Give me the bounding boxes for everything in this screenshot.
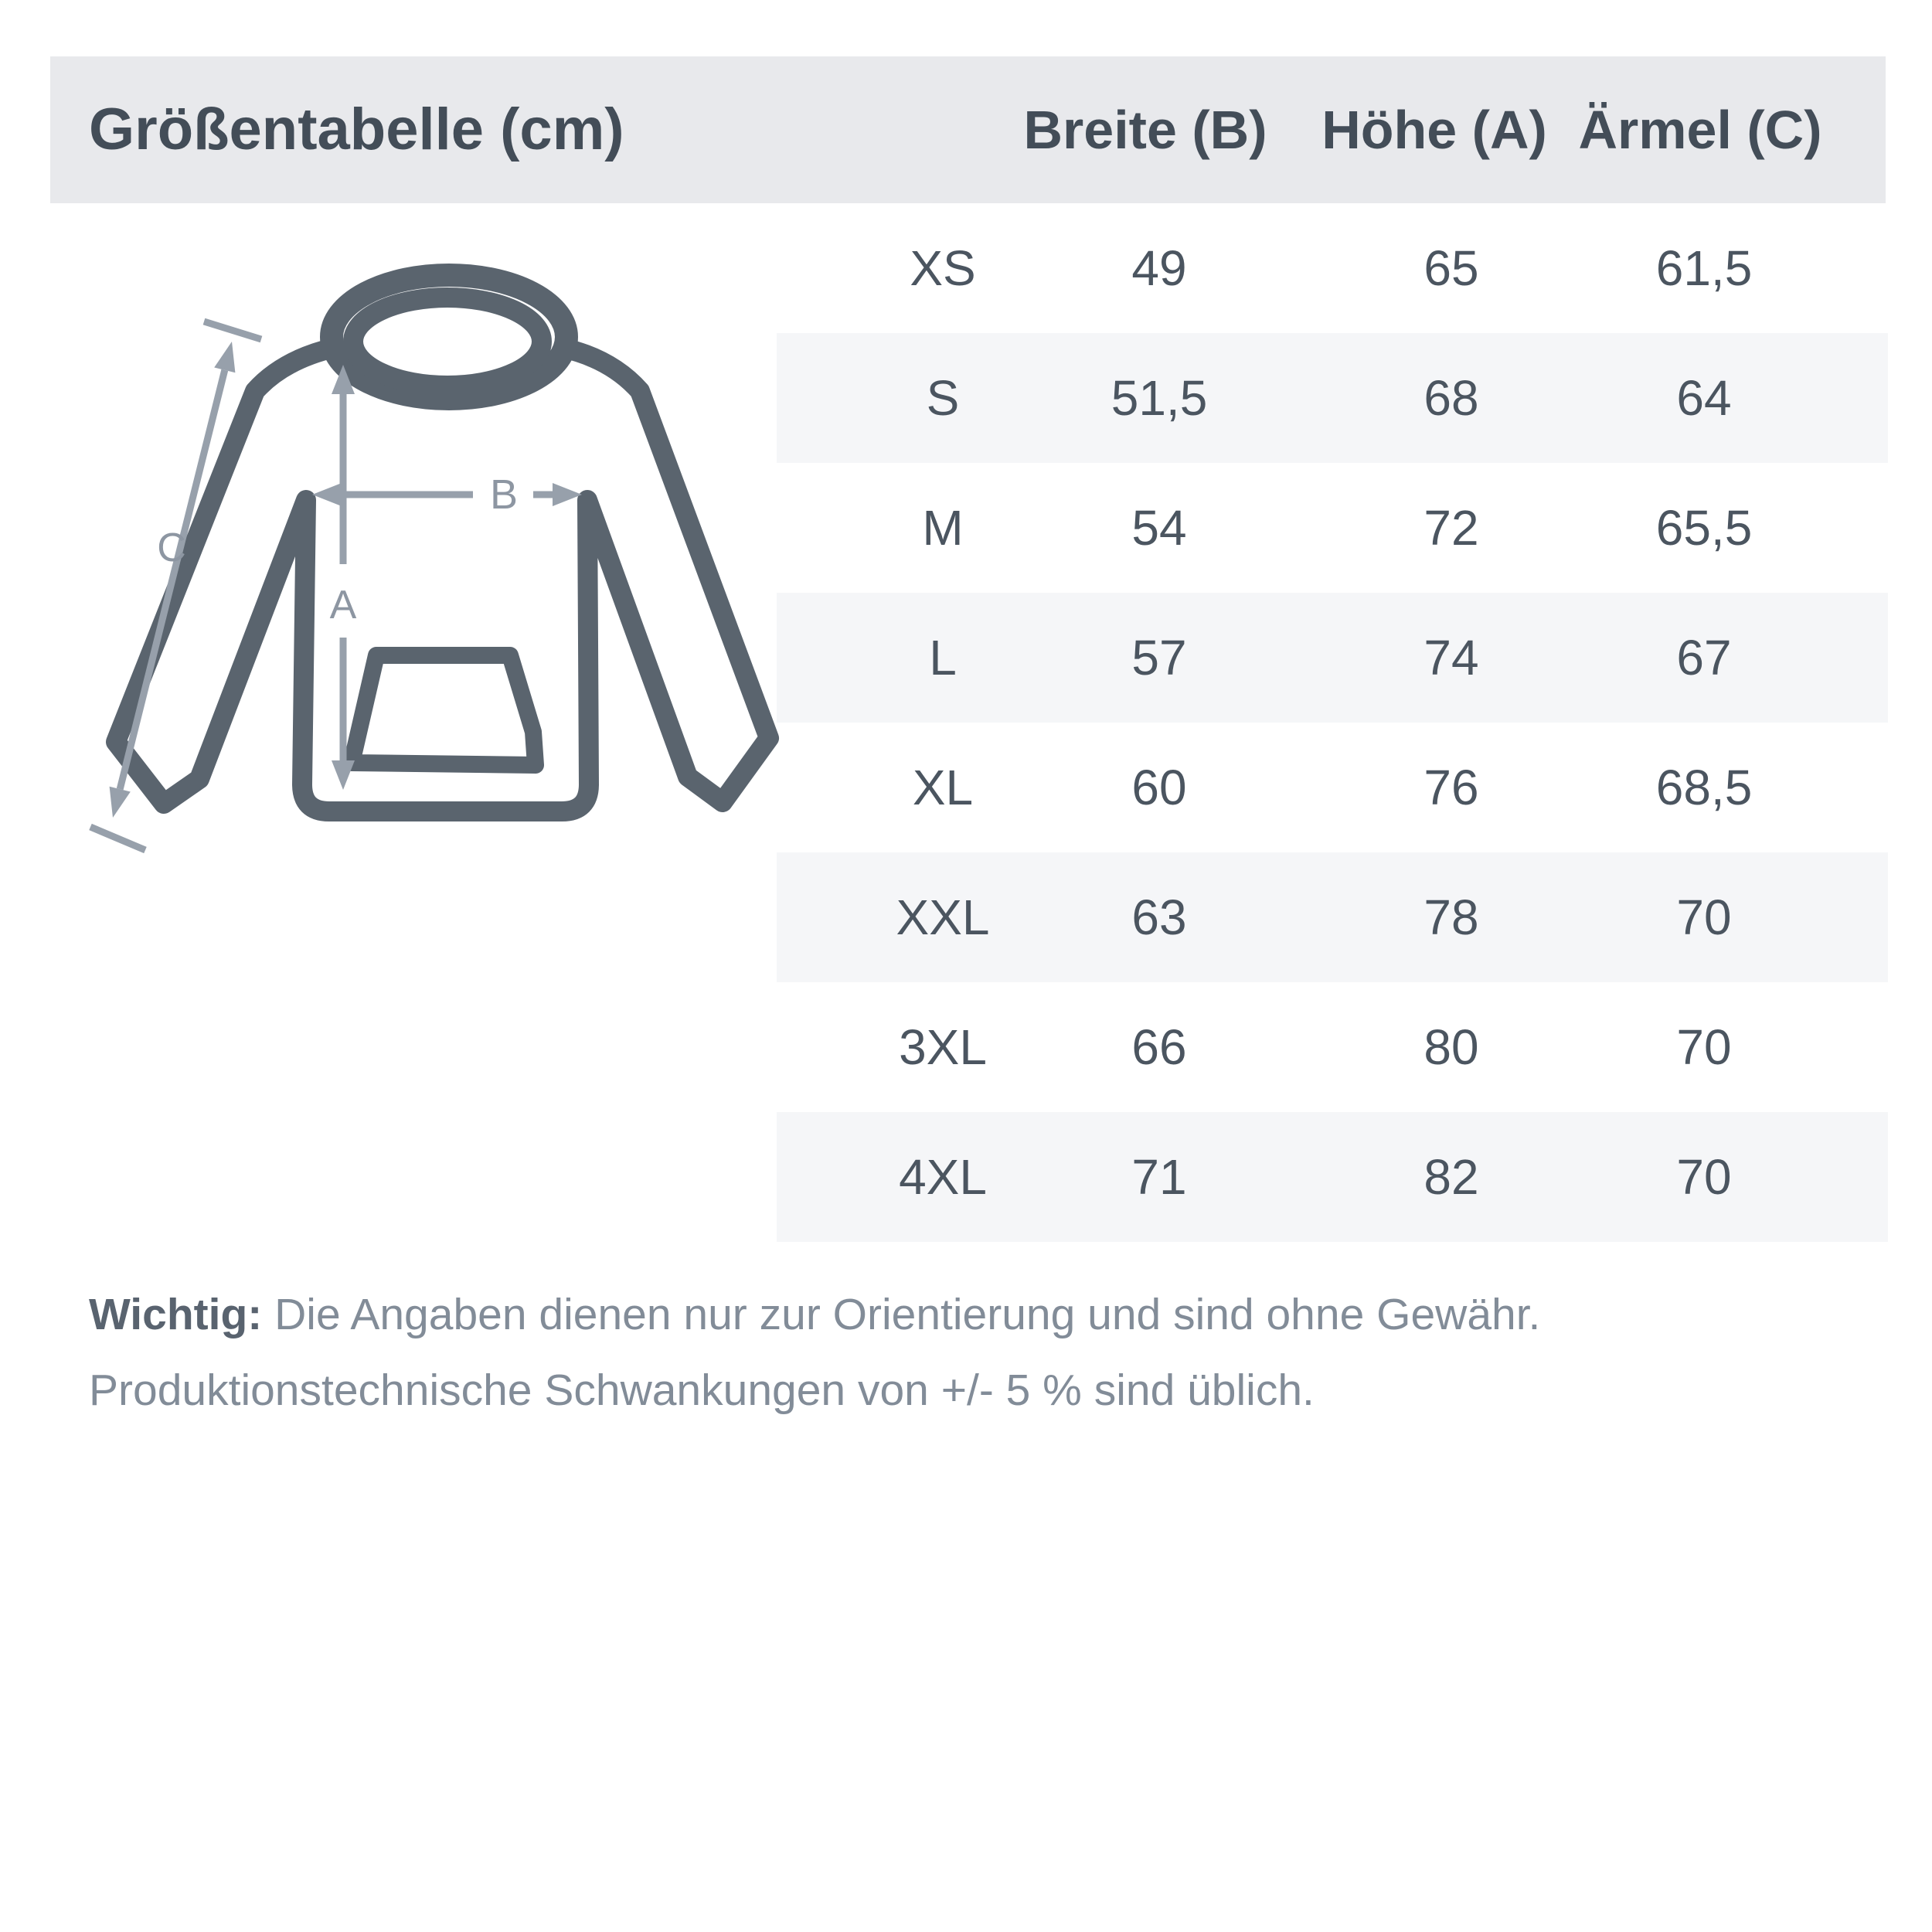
cell-hoehe: 68 xyxy=(1423,370,1479,426)
cell-aermel: 70 xyxy=(1676,1149,1732,1205)
size-table-row xyxy=(777,1112,1888,1242)
footnote xyxy=(89,1277,1874,1428)
hood-inner-ring xyxy=(353,298,542,386)
column-header-aermel: Ärmel (C) xyxy=(1578,100,1822,160)
cell-breite: 66 xyxy=(1131,1019,1187,1075)
column-header-hoehe: Höhe (A) xyxy=(1321,100,1547,160)
cell-aermel: 70 xyxy=(1676,1019,1732,1075)
cell-aermel: 64 xyxy=(1676,370,1732,426)
cell-size: L xyxy=(929,630,957,685)
cell-aermel: 61,5 xyxy=(1655,240,1753,296)
cell-hoehe: 82 xyxy=(1423,1149,1479,1205)
footnote-line-1 xyxy=(89,1277,1874,1352)
cell-hoehe: 74 xyxy=(1423,630,1479,685)
footnote-line-1-text: Die Angaben dienen nur zur Orientierung und sind ohne Gewähr. xyxy=(262,1290,1541,1339)
footnote-line-2: Produktionstechnische Schwankungen von +/- 5 % sind üblich. xyxy=(89,1366,1315,1415)
size-table-row xyxy=(777,203,1888,333)
cell-hoehe: 80 xyxy=(1423,1019,1479,1075)
cell-aermel: 67 xyxy=(1676,630,1732,685)
cell-breite: 71 xyxy=(1131,1149,1187,1205)
cell-hoehe: 78 xyxy=(1423,889,1479,945)
dimension-label-a: A xyxy=(329,583,357,628)
size-table-row xyxy=(777,463,1888,593)
cell-size: XS xyxy=(910,240,976,296)
cell-breite: 57 xyxy=(1131,630,1187,685)
size-table-row xyxy=(777,982,1888,1112)
size-table-row xyxy=(777,333,1888,463)
dimension-label-b: B xyxy=(489,471,519,518)
cell-size: S xyxy=(926,370,960,426)
cell-breite: 63 xyxy=(1131,889,1187,945)
column-header-breite: Breite (B) xyxy=(1023,100,1267,160)
cell-hoehe: 72 xyxy=(1423,500,1479,556)
cell-aermel: 70 xyxy=(1676,889,1732,945)
dimension-label-c: C xyxy=(157,526,186,570)
cell-aermel: 68,5 xyxy=(1655,760,1753,815)
cell-breite: 54 xyxy=(1131,500,1187,556)
size-table-row xyxy=(777,852,1888,982)
cell-size: 3XL xyxy=(899,1019,987,1075)
hoodie-illustration xyxy=(46,201,819,896)
cell-hoehe: 76 xyxy=(1423,760,1479,815)
footnote-prefix: Wichtig: xyxy=(89,1290,263,1339)
cell-breite: 49 xyxy=(1131,240,1187,296)
size-table-body xyxy=(777,203,1888,1242)
cell-size: XXL xyxy=(896,889,990,945)
size-table-row xyxy=(777,593,1888,723)
size-table-row xyxy=(777,723,1888,852)
cell-size: M xyxy=(922,500,964,556)
cell-aermel: 65,5 xyxy=(1655,500,1753,556)
hoodie-line-art xyxy=(46,201,819,896)
page-title: Größentabelle (cm) xyxy=(89,97,624,162)
cell-size: XL xyxy=(912,760,974,815)
cell-hoehe: 65 xyxy=(1423,240,1479,296)
cell-size: 4XL xyxy=(899,1149,987,1205)
cell-breite: 51,5 xyxy=(1111,370,1208,426)
cell-breite: 60 xyxy=(1131,760,1187,815)
hoodie-pocket xyxy=(352,655,536,765)
